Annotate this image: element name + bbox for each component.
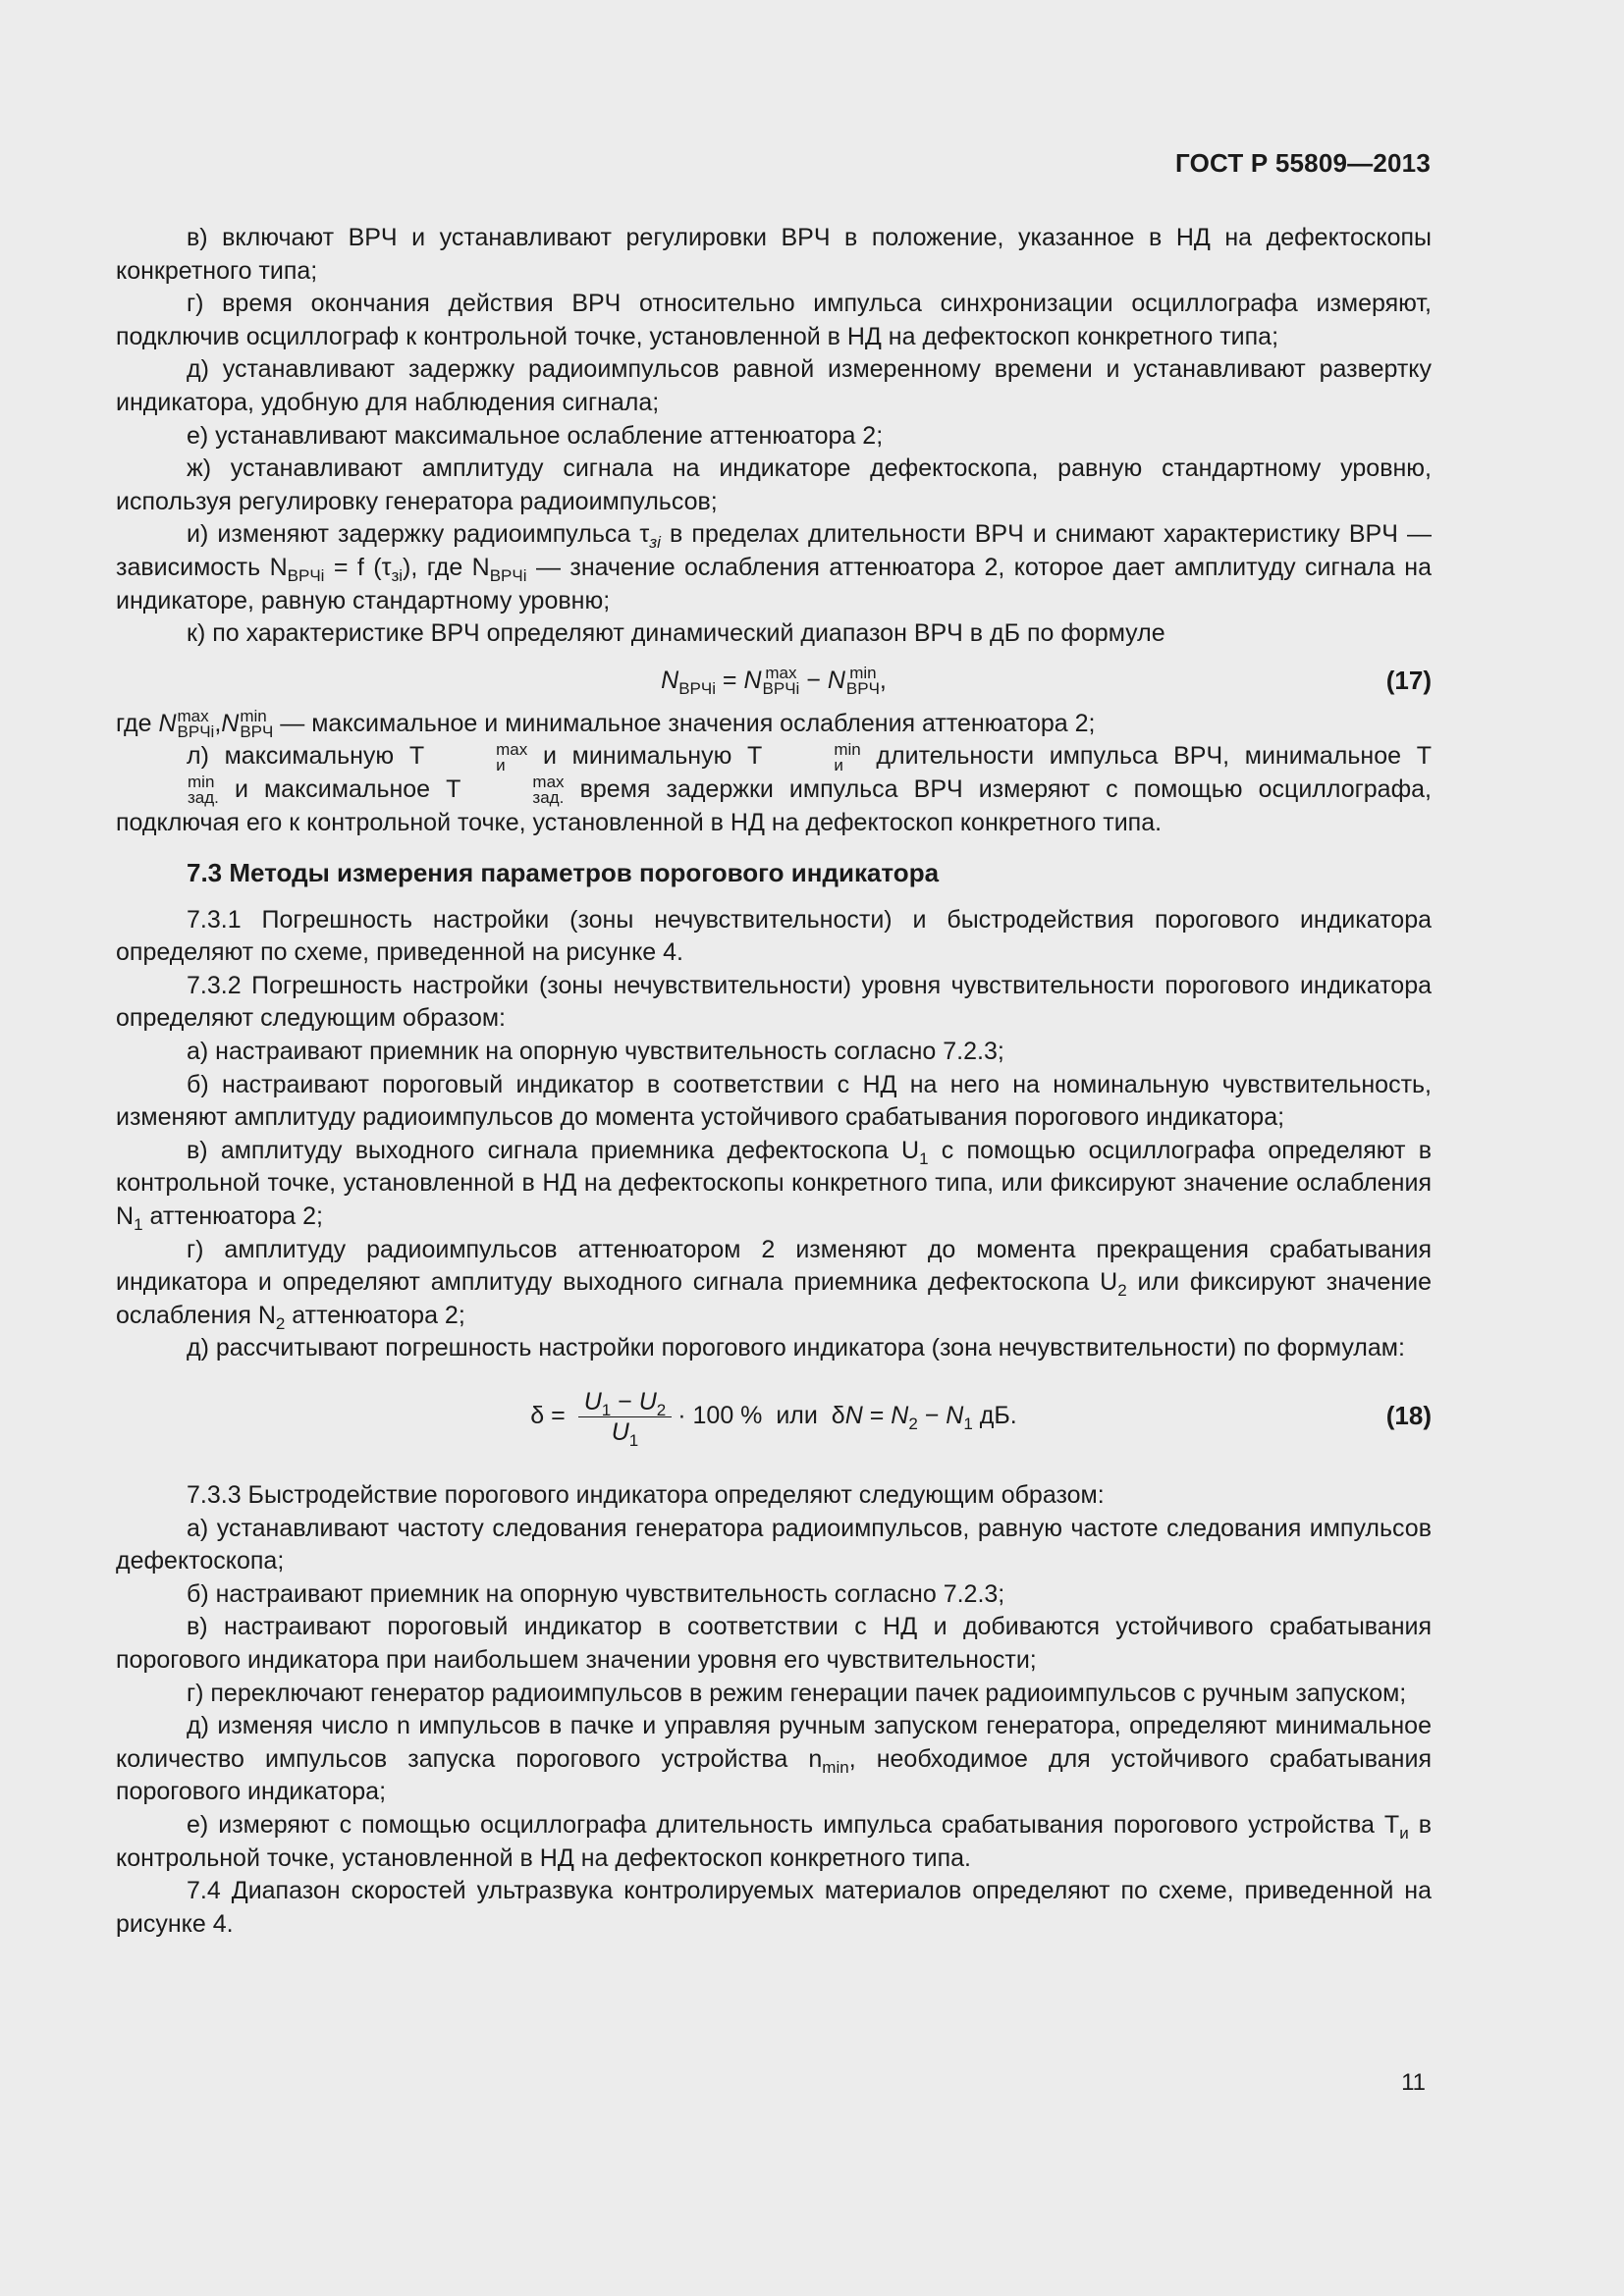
formula-17-row [116, 655, 1432, 706]
paragraph-g1: г) время окончания действия ВРЧ относительно импульса синхронизации осциллографа измеряют, подключив осциллограф к контрольной точке, установленной в НД на дефектоскоп конкретного типа; [116, 290, 1432, 350]
fraction: $\frac{U_1 - U_2}{U_1}$ [578, 1387, 673, 1447]
section-heading-7-3: 7.3 Методы измерения параметров порогового индикатора [187, 858, 940, 888]
paragraph-v3: в) настраивают пороговый индикатор в соответствии с НД и добиваются устойчивого срабатывания порогового индикатора при наибольшем значении уровня его чувствительности; [116, 1613, 1432, 1674]
paragraph-d1: д) устанавливают задержку радиоимпульсов равной измеренному времени и устанавливают развертку индикатора, удобную для наблюдения сигнала; [116, 355, 1432, 416]
paragraph-e1: е) устанавливают максимальное ослабление аттенюатора 2; [187, 421, 884, 450]
paragraph-b3: б) настраивают приемник на опорную чувствительность согласно 7.2.3; [187, 1579, 1005, 1608]
page-number: 11 [1401, 2069, 1426, 2096]
paragraph-d2: д) рассчитывают погрешность настройки порогового индикатора (зона нечувствительности) по формулам: [187, 1334, 1405, 1362]
paragraph-g2: г) амплитуду радиоимпульсов аттенюатором 2 изменяют до момента прекращения срабатывания индикатора и определяют амплитуду выходного сигнала приемника дефектоскопа $U_2$ или фиксируют значение ослабления $N_2$ аттенюатора 2; [116, 1235, 1432, 1333]
formula-18-row [116, 1371, 1432, 1460]
paragraph-g3: г) переключают генератор радиоимпульсов в режим генерации пачек радиоимпульсов с ручным запуском; [187, 1679, 1407, 1707]
paragraph-e3: е) измеряют с помощью осциллографа длительность импульса срабатывания порогового устройства $T_и$ в контрольной точке, установленной в НД на дефектоскоп конкретного типа. [116, 1810, 1432, 1872]
paragraph-zh1: ж) устанавливают амплитуду сигнала на индикаторе дефектоскопа, равную стандартному уровню, используя регулировку генератора радиоимпульсов; [116, 454, 1432, 515]
paragraph-i1: и) изменяют задержку радиоимпульса $\tau_{зi}$ в пределах длительности ВРЧ и снимают характеристику ВРЧ — зависимость $N_{ВРЧi} = f$ $(\tau_{зi})$, где $N_{ВРЧi}$ — значение ослабления аттенюатора 2, которое дает амплитуду сигнала на индикаторе, равную стандартному уровню; [116, 520, 1432, 614]
paragraph-v2: в) амплитуду выходного сигнала приемника дефектоскопа $U_1$ с помощью осциллографа определяют в контрольной точке, установленной в НД на дефектоскопы конкретного типа, или фиксируют значение ослабления $N_1$ аттенюатора 2; [116, 1136, 1432, 1235]
paragraph-a2: а) настраивают приемник на опорную чувствительность согласно 7.2.3; [187, 1038, 1004, 1066]
paragraph-7-4: 7.4 Диапазон скоростей ультразвука контролируемых материалов определяют по схеме, приведенной на рисунке 4. [116, 1877, 1432, 1938]
formula-18-number: (18) [1385, 1401, 1432, 1430]
formula-18: δ = $\frac{U_1 - U_2}{U_1}$ · 100 % или $\delta N = N_2 - N_1$ дБ. [530, 1387, 1017, 1450]
formula-17-number: (17) [1385, 665, 1432, 695]
paragraph-7-3-2: 7.3.2 Погрешность настройки (зоны нечувствительности) уровня чувствительности порогового индикатора определяют следующим образом: [116, 971, 1432, 1033]
paragraph-v1: в) включают ВРЧ и устанавливают регулировки ВРЧ в положение, указанное в НД на дефектоскопы конкретного типа; [116, 224, 1432, 285]
paragraph-k1: к) по характеристике ВРЧ определяют динамический диапазон ВРЧ в дБ по формуле [187, 619, 1165, 648]
document-code: ГОСТ Р 55809—2013 [1175, 148, 1431, 178]
paragraph-7-3-1: 7.3.1 Погрешность настройки (зоны нечувствительности) и быстродействия порогового индикатора определяют по схеме, приведенной на рисунке 4. [116, 905, 1432, 967]
paragraph-a3: а) устанавливают частоту следования генератора радиоимпульсов, равную частоте следования импульсов дефектоскопа; [116, 1514, 1432, 1575]
paragraph-l1: л) максимальную T max и и минимальную T min и длительности импульса ВРЧ, минимальное T min зад. и максимальное T max зад. время задержки импульса ВРЧ измеряют с помощью осциллографа, подключая его к контрольной точке, установленной в НД на дефектоскоп конкретного типа. [116, 739, 1432, 836]
formula-17: $N_{ВРЧi} = N$ max ВРЧi − N min ВРЧ , [661, 664, 887, 699]
paragraph-b2: б) настраивают пороговый индикатор в соответствии с НД на него на номинальную чувствительность, изменяют амплитуду радиоимпульсов до момента устойчивого срабатывания порогового индикатора; [116, 1070, 1432, 1132]
paragraph-d3: д) изменяя число n импульсов в пачке и управляя ручным запуском генератора, определяют минимальное количество импульсов запуска порогового устройства $n_{min}$, необходимое для устойчивого срабатывания порогового индикатора; [116, 1712, 1432, 1806]
paragraph-where17: где N max ВРЧi ,N min ВРЧ — максимальное и минимальное значения ослабления аттенюатора 2; [116, 707, 1096, 742]
paragraph-7-3-3: 7.3.3 Быстродействие порогового индикатора определяют следующим образом: [187, 1481, 1105, 1509]
page-body [116, 222, 1432, 1941]
